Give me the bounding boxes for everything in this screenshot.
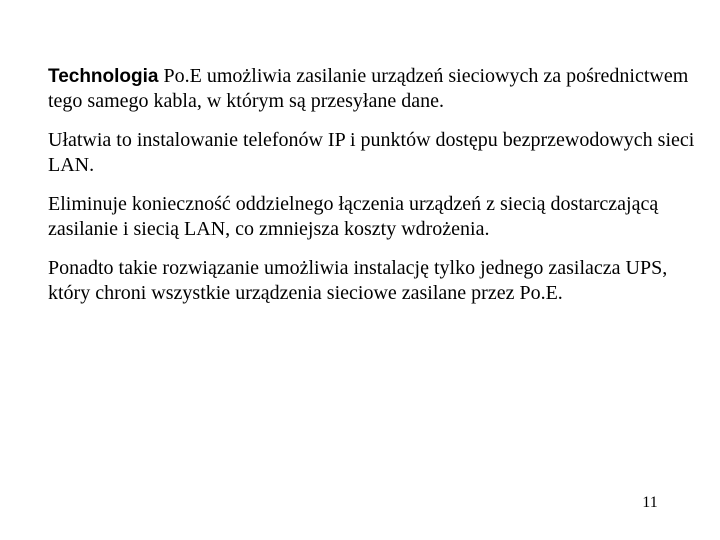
paragraph-ups: [48, 256, 698, 306]
page-number: 11: [642, 494, 658, 511]
lead-term: Technologia: [48, 66, 159, 87]
paragraph-poe-definition: [48, 64, 698, 114]
paragraph-text: Po.E umożliwia zasilanie urządzeń sieciowych za pośrednictwem tego samego kabla, w którym są przesyłane dane.: [48, 65, 689, 112]
paragraph-text: Ponadto takie rozwiązanie umożliwia instalację tylko jednego zasilacza UPS, który chroni wszystkie urządzenia sieciowe zasilane przez Po.E.: [48, 257, 668, 304]
paragraph-text: Ułatwia to instalowanie telefonów IP i punktów dostępu bezprzewodowych sieci LAN.: [48, 129, 695, 176]
slide-body: [48, 64, 698, 320]
paragraph-text: Eliminuje konieczność oddzielnego łączenia urządzeń z siecią dostarczającą zasilanie i siecią LAN, co zmniejsza koszty wdrożenia.: [48, 193, 659, 240]
paragraph-cost-reduction: [48, 192, 698, 242]
paragraph-installation: [48, 128, 698, 178]
